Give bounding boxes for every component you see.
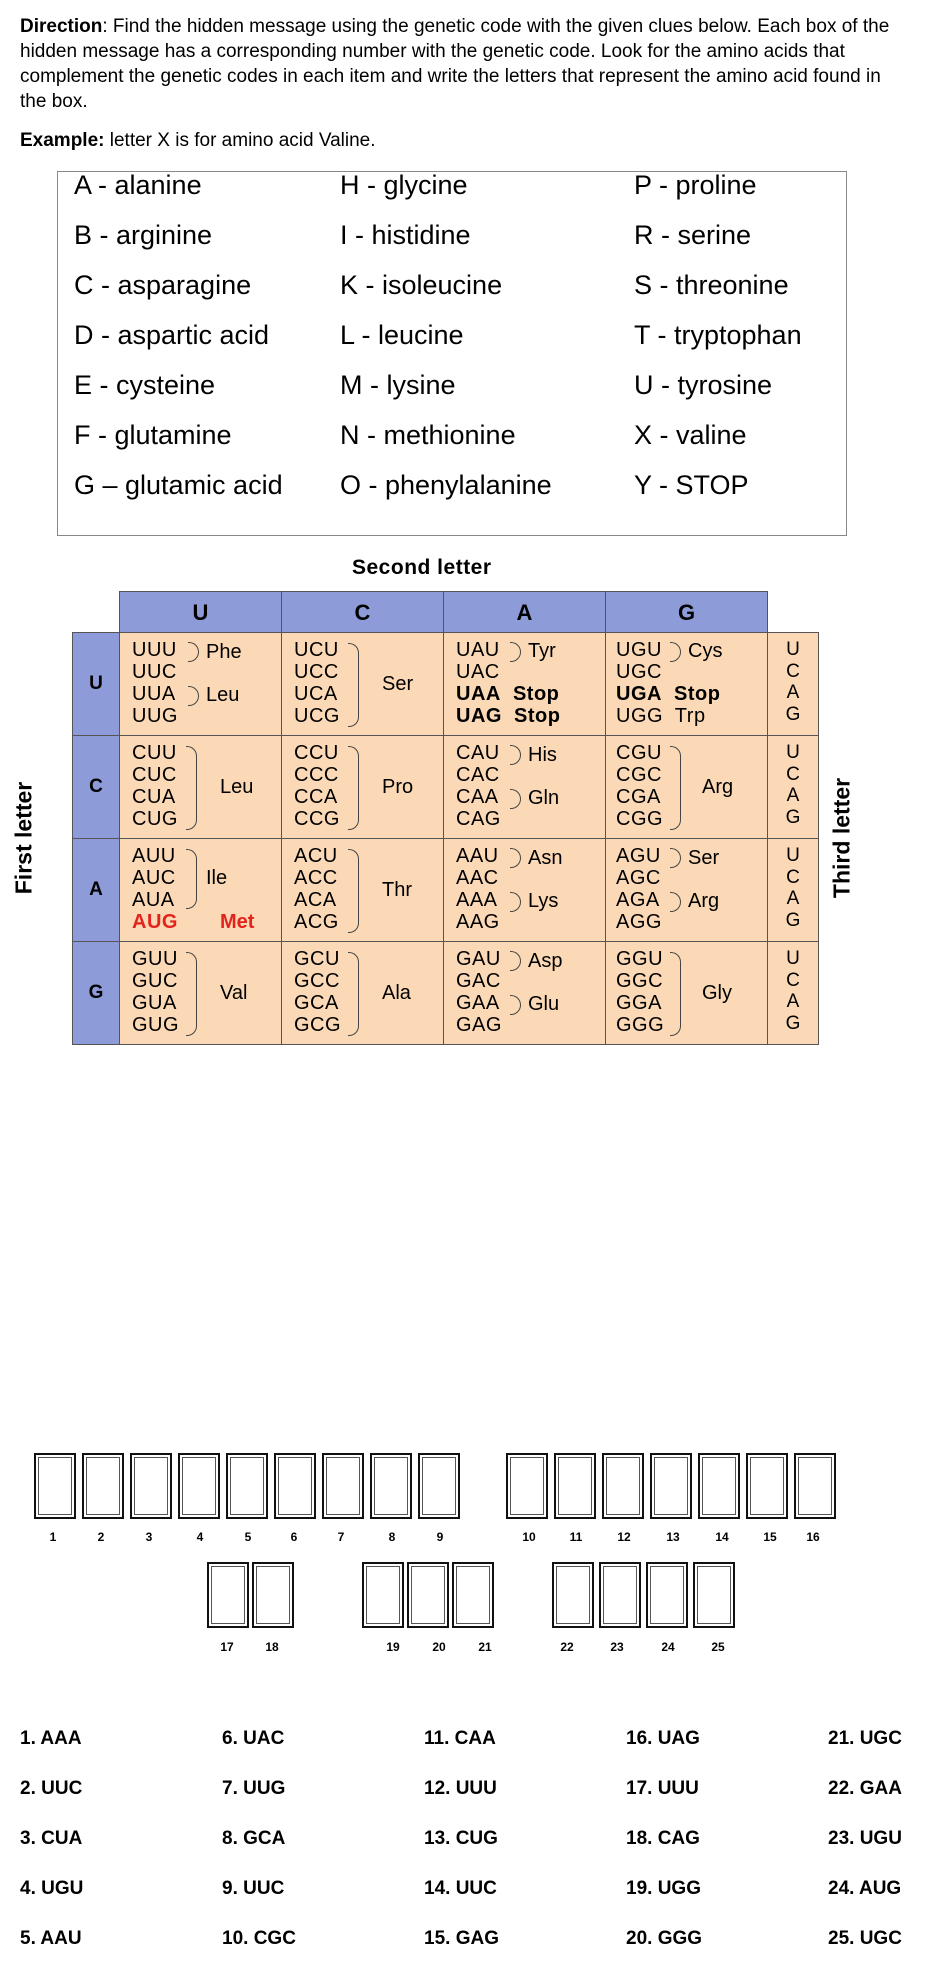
answer-box-number: 11 [569,1530,583,1544]
brace-icon [670,892,681,912]
brace-icon [348,746,359,830]
first-letter-g-header [72,941,120,1045]
codon-list: CAU CAC CAA CAG [456,742,501,830]
codon-list: GAU GAC GAA GAG [456,948,502,1036]
answer-box-number: 12 [617,1530,631,1544]
answer-box-10[interactable] [506,1453,548,1519]
cell-ua [443,632,606,736]
codon-list: UGU UGC UGA Stop UGG Trp [616,639,721,727]
clue-item: 4. UGU [20,1878,84,1899]
answer-box-number: 8 [388,1530,396,1544]
first-letter-g: G [88,982,104,1003]
clue-item: 15. GAG [424,1928,499,1949]
legend-entry: G – glutamic acid [74,470,283,500]
amino-acid-gly: Gly [702,982,732,1004]
amino-acid-phe: Phe [206,641,242,663]
brace-icon [510,951,521,971]
answer-box-number: 16 [806,1530,820,1544]
third-letter-cell [767,838,819,942]
amino-acid-ser: Ser [382,673,414,695]
answer-box-number: 5 [244,1530,252,1544]
answer-box-number: 20 [432,1640,446,1654]
clue-item: 10. CGC [222,1928,296,1949]
cell-cg [605,735,768,839]
answer-box-14[interactable] [698,1453,740,1519]
legend-entry: B - arginine [74,220,213,250]
answer-box-number: 21 [478,1640,492,1654]
brace-icon [670,952,681,1036]
clue-item: 9. UUC [222,1878,285,1899]
brace-icon [186,849,197,909]
brace-icon [186,952,197,1036]
cell-ug [605,632,768,736]
amino-acid-arg: Arg [702,776,734,798]
amino-acid-lys: Lys [528,890,559,912]
answer-box-number: 18 [265,1640,279,1654]
legend-entry: K - isoleucine [340,270,503,300]
first-letter-a-header [72,838,120,942]
amino-acid-leu: Leu [206,684,240,706]
answer-box-25[interactable] [693,1562,735,1628]
clue-item: 18. CAG [626,1828,700,1849]
answer-box-4[interactable] [178,1453,220,1519]
legend-entry: H - glycine [340,170,468,200]
answer-box-1[interactable] [34,1453,76,1519]
brace-icon [186,746,197,830]
answer-box-number: 19 [386,1640,400,1654]
clue-item: 3. CUA [20,1828,83,1849]
answer-box-number: 7 [337,1530,345,1544]
answer-box-19[interactable] [362,1562,404,1628]
legend-entry: O - phenylalanine [340,470,552,500]
third-letter-title: Third letter [828,777,855,899]
answer-box-number: 4 [196,1530,204,1544]
cell-ca [443,735,606,839]
clue-item: 5. AAU [20,1928,82,1949]
clue-item: 8. GCA [222,1828,286,1849]
answer-box-11[interactable] [554,1453,596,1519]
answer-box-number: 10 [522,1530,536,1544]
second-letter-a-header [443,591,606,635]
cell-aa [443,838,606,942]
amino-acid-ile: Ile [206,867,228,889]
answer-box-13[interactable] [650,1453,692,1519]
cell-ag [605,838,768,942]
amino-acid-val: Val [220,982,248,1004]
answer-box-9[interactable] [418,1453,460,1519]
legend-entry: E - cysteine [74,370,216,400]
cell-ga [443,941,606,1045]
brace-icon [510,892,521,912]
first-letter-a: A [89,879,103,900]
codon-list: AAU AAC AAA AAG [456,845,500,933]
clue-item: 23. UGU [828,1828,902,1849]
second-letter-a: A [516,600,533,625]
first-letter-u: U [89,673,103,694]
second-letter-title: Second letter [352,556,492,579]
cell-uc [281,632,444,736]
clue-item: 11. CAA [424,1728,496,1749]
codon-list: GGU GGC GGA GGG [616,948,665,1036]
third-letter-cell [767,632,819,736]
cell-au [119,838,282,942]
brace-icon [348,643,359,727]
amino-acid-glu: Glu [528,993,560,1015]
third-letter-list: U C A G [785,742,801,828]
codon-list: ACU ACC ACA ACG [294,845,339,933]
answer-box-number: 25 [711,1640,725,1654]
second-letter-c: C [354,600,371,625]
first-letter-title: First letter [10,781,37,895]
answer-box-15[interactable] [746,1453,788,1519]
second-letter-u-header [119,591,282,635]
amino-acid-tyr: Tyr [528,640,556,662]
codon-list: UCU UCC UCA UCG [294,639,340,727]
answer-box-22[interactable] [552,1562,594,1628]
cell-gu [119,941,282,1045]
amino-acid-pro: Pro [382,776,414,798]
example-text [20,130,376,152]
codon-list: AUU AUC AUA AUG [132,845,178,933]
clue-item: 19. UGG [626,1878,701,1899]
cell-gc [281,941,444,1045]
clue-item: 25. UGC [828,1928,902,1949]
legend-entry: M - lysine [340,370,456,400]
brace-icon [348,952,359,1036]
legend-entry: A - alanine [74,170,202,200]
legend-entry: U - tyrosine [634,370,773,400]
legend-entry: L - leucine [340,320,464,350]
brace-icon [670,848,681,868]
third-letter-cell [767,941,819,1045]
clue-item: 17. UUU [626,1778,699,1799]
answer-box-number: 3 [145,1530,153,1544]
codon-list: UAU UAC UAA Stop UAG Stop [456,639,561,727]
legend-entry: C - asparagine [74,270,252,300]
answer-box-24[interactable] [646,1562,688,1628]
answer-box-number: 24 [661,1640,675,1654]
third-letter-list: U C A G [785,948,801,1034]
answer-box-18[interactable] [252,1562,294,1628]
answer-box-number: 13 [666,1530,680,1544]
answer-box-8[interactable] [370,1453,412,1519]
amino-acid-arg: Arg [688,890,720,912]
legend-entry: S - threonine [634,270,789,300]
second-letter-u: U [192,600,209,625]
brace-icon [188,686,199,706]
amino-acid-asp: Asp [528,950,563,972]
direction-body: : Find the hidden message using the genetic code with the given clues below. Each box of the hidden message has a corresponding number with the genetic code. Look for the amino acids that complement the genetic codes in each item and write the letters that represent the amino acid found in the box. [20,16,890,112]
answer-box-number: 1 [49,1530,57,1544]
codon-list: UUU UUC UUA UUG [132,639,178,727]
clue-item: 14. UUC [424,1878,497,1899]
amino-acid-legend [57,171,847,536]
clue-item: 7. UUG [222,1778,286,1799]
answer-box-number: 15 [763,1530,777,1544]
brace-icon [510,848,521,868]
clue-item: 1. AAA [20,1728,82,1749]
answer-box-number: 17 [220,1640,234,1654]
first-letter-u-header [72,632,120,736]
cell-cu [119,735,282,839]
amino-acid-ala: Ala [382,982,411,1004]
cell-cc [281,735,444,839]
brace-icon [348,849,359,933]
amino-acid-cys: Cys [688,640,723,662]
legend-entry: P - proline [634,170,757,200]
legend-entry: X - valine [634,420,747,450]
cell-uu [119,632,282,736]
answer-box-number: 23 [610,1640,624,1654]
example-body: letter X is for amino acid Valine. [104,130,376,151]
direction-label: Direction [20,16,103,37]
clue-item: 22. GAA [828,1778,902,1799]
answer-box-5[interactable] [226,1453,268,1519]
direction-text [20,14,900,114]
second-letter-g: G [677,600,696,625]
clue-item: 12. UUU [424,1778,497,1799]
first-letter-c: C [89,776,103,797]
clue-item: 13. CUG [424,1828,498,1849]
amino-acid-his: His [528,744,557,766]
amino-acid-thr: Thr [382,879,412,901]
amino-acid-asn: Asn [528,847,563,869]
answer-box-21[interactable] [452,1562,494,1628]
second-letter-c-header [281,591,444,635]
brace-icon [510,789,521,809]
legend-entry: T - tryptophan [634,320,802,350]
answer-box-number: 6 [290,1530,298,1544]
third-letter-cell [767,735,819,839]
amino-acid-met: Met [220,911,255,933]
clue-item: 20. GGG [626,1928,703,1949]
brace-icon [188,642,199,662]
first-letter-c-header [72,735,120,839]
codon-list: CUU CUC CUA CUG [132,742,178,830]
answer-box-number: 2 [97,1530,105,1544]
legend-entry: Y - STOP [634,470,749,500]
answer-box-12[interactable] [602,1453,644,1519]
brace-icon [670,746,681,830]
legend-entry: R - serine [634,220,752,250]
third-letter-list: U C A G [785,639,801,725]
amino-acid-ser: Ser [688,847,720,869]
cell-ac [281,838,444,942]
answer-box-17[interactable] [207,1562,249,1628]
legend-entry: F - glutamine [74,420,232,450]
answer-box-20[interactable] [407,1562,449,1628]
answer-box-number: 14 [715,1530,729,1544]
legend-entry: I - histidine [340,220,471,250]
third-letter-list: U C A G [785,845,801,931]
codon-list: GUU GUC GUA GUG [132,948,180,1036]
cell-gg [605,941,768,1045]
example-label: Example: [20,130,105,151]
answer-box-23[interactable] [599,1562,641,1628]
answer-box-3[interactable] [130,1453,172,1519]
answer-box-number: 22 [560,1640,574,1654]
codon-list: GCU GCC GCA GCG [294,948,342,1036]
answer-box-7[interactable] [322,1453,364,1519]
clue-item: 2. UUC [20,1778,83,1799]
clue-item: 21. UGC [828,1728,902,1749]
answer-box-2[interactable] [82,1453,124,1519]
legend-entry: N - methionine [340,420,516,450]
codon-list: CGU CGC CGA CGG [616,742,664,830]
brace-icon [510,995,521,1015]
answer-box-6[interactable] [274,1453,316,1519]
legend-entry: D - aspartic acid [74,320,270,350]
answer-box-16[interactable] [794,1453,836,1519]
clue-item: 6. UAC [222,1728,285,1749]
codon-list: CCU CCC CCA CCG [294,742,340,830]
clue-item: 16. UAG [626,1728,700,1749]
amino-acid-gln: Gln [528,787,560,809]
brace-icon [510,745,521,765]
answer-box-number: 9 [436,1530,444,1544]
clue-item: 24. AUG [828,1878,902,1899]
amino-acid-leu: Leu [220,776,254,798]
codon-list: AGU AGC AGA AGG [616,845,662,933]
second-letter-g-header [605,591,768,635]
